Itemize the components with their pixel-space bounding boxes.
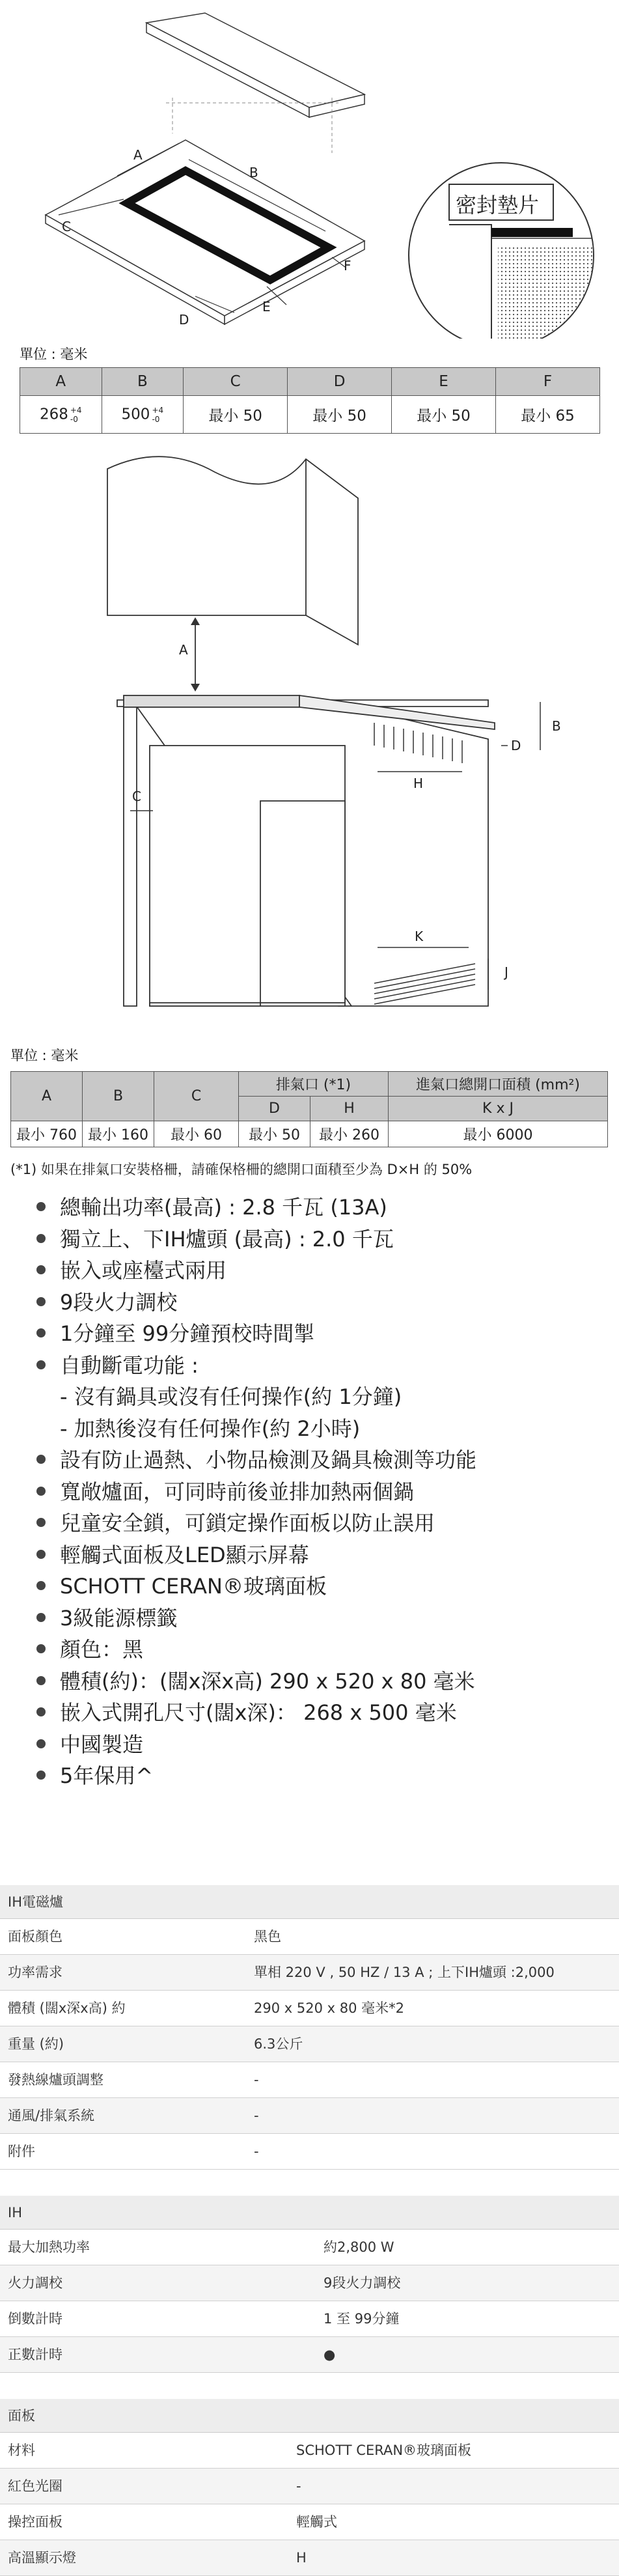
- seal-label: 密封墊片: [456, 193, 540, 217]
- spec-value: -: [296, 2478, 301, 2494]
- feature-item: [33, 1350, 592, 1382]
- table-header-row: [11, 1072, 608, 1097]
- bullet-icon: [36, 1265, 46, 1274]
- bullet-icon: [36, 1518, 46, 1527]
- spec-key: 功率需求: [8, 1965, 62, 1980]
- footnote: (*1) 如果在排氣口安裝格柵，請確保格柵的總開口面積至少為 D×H 的 50%: [10, 1162, 473, 1177]
- bullet-icon: [36, 1297, 46, 1306]
- feature-item: [33, 1444, 592, 1476]
- spec-row: [0, 2098, 619, 2134]
- spec-key: 最大加熱功率: [8, 2239, 90, 2255]
- spec-row: [0, 2026, 619, 2062]
- value-b: 500 +4 -0: [102, 396, 184, 434]
- feature-item: [33, 1255, 592, 1287]
- spec-value: 輕觸式: [296, 2514, 337, 2530]
- feature-item: [33, 1413, 592, 1445]
- feature-text: 寬敞爐面，可同時前後並排加熱兩個鍋: [60, 1479, 415, 1504]
- header-h: H: [310, 1097, 389, 1121]
- spec-value: -: [254, 2072, 259, 2088]
- spec-value: H: [296, 2550, 307, 2566]
- spec-row: [0, 1919, 619, 1955]
- header-a: A: [11, 1072, 83, 1121]
- dim-label-d: D: [179, 312, 189, 328]
- feature-item: [33, 1476, 592, 1508]
- installation-diagram-top: [0, 0, 619, 339]
- spec-row: [0, 2469, 619, 2504]
- spec-key: 操控面板: [8, 2514, 62, 2530]
- spec-value: -: [254, 2108, 259, 2123]
- value-h: 最小 260: [310, 1121, 389, 1147]
- header-d: D: [239, 1097, 310, 1121]
- spec-row: [0, 2301, 619, 2337]
- spec-value: 黑色: [254, 1929, 281, 1944]
- dim-label-a: A: [133, 147, 143, 163]
- spec-row: [0, 2265, 619, 2301]
- feature-item: [33, 1603, 592, 1634]
- value-a: 268 +4 -0: [20, 396, 102, 434]
- spec-value: 1 至 99分鐘: [323, 2311, 400, 2327]
- value-a: 最小 760: [11, 1121, 83, 1147]
- header-e: E: [392, 368, 496, 396]
- spec-key: 通風/排氣系統: [8, 2108, 95, 2123]
- bullet-icon: [36, 1550, 46, 1559]
- bullet-icon: [36, 1676, 46, 1685]
- spec-key: 體積 (闊x深x高) 約: [8, 2000, 126, 2016]
- vent-label-k: K: [415, 929, 424, 944]
- dim-label-c: C: [62, 219, 71, 234]
- header-c: C: [184, 368, 288, 396]
- value-f: 最小 65: [495, 396, 599, 434]
- feature-item: [33, 1760, 592, 1792]
- header-d: D: [288, 368, 392, 396]
- vent-label-j: J: [504, 964, 508, 980]
- feature-list: [33, 1192, 592, 1792]
- feature-text: 嵌入式開孔尺寸(闊x深)： 268 x 500 毫米: [60, 1700, 457, 1725]
- header-b: B: [102, 368, 184, 396]
- feature-text: 總輸出功率(最高) : 2.8 千瓦 (13A): [60, 1195, 387, 1220]
- spec-row: [0, 2504, 619, 2540]
- feature-text: 5年保用^: [60, 1763, 154, 1788]
- dim-label-f: F: [344, 258, 351, 273]
- vent-label-a: A: [179, 642, 188, 658]
- table-header-row: [20, 368, 600, 396]
- value-c: 最小 50: [184, 396, 288, 434]
- spec-row: [0, 1991, 619, 2026]
- feature-text: 自動斷電功能 :: [60, 1352, 199, 1378]
- cabinet-ventilation-drawing: [0, 449, 619, 1029]
- dimensions-table-1: [20, 367, 600, 434]
- spec-row: [0, 1955, 619, 1991]
- spec-key: 高溫顯示燈: [8, 2550, 76, 2566]
- bullet-icon: [36, 1707, 46, 1716]
- spec-key: 火力調校: [8, 2275, 62, 2291]
- bullet-icon: [36, 1487, 46, 1496]
- feature-text: - 沒有鍋具或沒有任何操作(約 1分鐘): [60, 1384, 402, 1409]
- bullet-icon: [36, 1644, 46, 1653]
- spec-key: 正數計時: [8, 2347, 62, 2362]
- feature-text: 設有防止過熱、小物品檢測及鍋具檢測等功能: [60, 1448, 477, 1472]
- feature-text: SCHOTT CERAN®玻璃面板: [60, 1574, 327, 1599]
- spec-section-title: IH電磁爐: [0, 1885, 619, 1919]
- spec-row: [0, 2337, 619, 2373]
- bullet-icon: [36, 1360, 46, 1369]
- feature-text: 兒童安全鎖，可鎖定操作面板以防止誤用: [60, 1511, 435, 1535]
- feature-item: [33, 1381, 592, 1413]
- table-row: [20, 396, 600, 434]
- header-f: F: [495, 368, 599, 396]
- feature-text: 體積(約)：(闊x深x高) 290 x 520 x 80 毫米: [60, 1668, 475, 1694]
- feature-text: 嵌入或座檯式兩用: [60, 1258, 227, 1283]
- header-kj: K x J: [389, 1097, 608, 1121]
- vent-label-c: C: [132, 789, 141, 804]
- unit-label-2: 單位 : 毫米: [10, 1048, 79, 1063]
- spec-value: SCHOTT CERAN®玻璃面板: [296, 2443, 472, 2458]
- value-kj: 最小 6000: [389, 1121, 608, 1147]
- header-a: A: [20, 368, 102, 396]
- vent-label-d: D: [511, 738, 521, 753]
- spec-section-title: 面板: [0, 2399, 619, 2433]
- spec-row: [0, 2230, 619, 2265]
- feature-item: [33, 1192, 592, 1224]
- feature-item: [33, 1287, 592, 1319]
- feature-item: [33, 1666, 592, 1698]
- spec-key: 附件: [8, 2144, 35, 2159]
- header-intake: 進氣口總開口面積 (mm²): [389, 1072, 608, 1097]
- feature-text: 輕觸式面板及LED顯示屏幕: [60, 1542, 309, 1567]
- feature-text: 9段火力調校: [60, 1289, 178, 1315]
- spec-key: 重量 (約): [8, 2036, 64, 2052]
- bullet-icon: [36, 1328, 46, 1337]
- bullet-icon: [36, 1771, 46, 1780]
- feature-item: [33, 1507, 592, 1539]
- bullet-icon: [36, 1455, 46, 1464]
- feature-text: 3級能源標籤: [60, 1605, 178, 1631]
- bullet-icon: [36, 1202, 46, 1211]
- feature-text: 顏色：黑: [60, 1637, 144, 1662]
- feature-item: [33, 1729, 592, 1761]
- spec-row: [0, 2062, 619, 2098]
- feature-item: [33, 1697, 592, 1729]
- feature-text: 中國製造: [60, 1731, 144, 1757]
- feature-item: [33, 1634, 592, 1666]
- bullet-icon: [36, 1613, 46, 1622]
- vent-label-b: B: [552, 718, 561, 734]
- spec-value: 6.3公斤: [254, 2036, 303, 2052]
- spec-key: 紅色光圈: [8, 2478, 62, 2494]
- bullet-icon: [36, 1234, 46, 1243]
- value-b: 最小 160: [83, 1121, 154, 1147]
- dim-label-b: B: [249, 165, 258, 180]
- dim-label-e: E: [262, 299, 271, 315]
- dimensions-table-2: [10, 1071, 608, 1147]
- bullet-icon: [36, 1581, 46, 1590]
- spec-value: 290 x 520 x 80 毫米*2: [254, 2000, 404, 2016]
- header-c: C: [154, 1072, 239, 1121]
- spec-section-title: IH: [0, 2196, 619, 2230]
- spec-row: [0, 2134, 619, 2170]
- value-d: 最小 50: [239, 1121, 310, 1147]
- spec-value: 單相 220 V , 50 HZ / 13 A ; 上下IH爐頭 :2,000: [254, 1965, 555, 1980]
- unit-label-1: 單位 : 毫米: [20, 346, 88, 362]
- header-b: B: [83, 1072, 154, 1121]
- spec-key: 面板顏色: [8, 1929, 62, 1944]
- spec-value: -: [254, 2144, 259, 2159]
- feature-text: 1分鐘至 99分鐘預校時間掣: [60, 1321, 315, 1346]
- installation-diagram-ventilation: [0, 449, 619, 1029]
- spec-row: [0, 2540, 619, 2576]
- feature-item: [33, 1318, 592, 1350]
- feature-item: [33, 1539, 592, 1571]
- value-d: 最小 50: [288, 396, 392, 434]
- spec-value: 9段火力調校: [323, 2275, 401, 2291]
- feature-text: 獨立上、下IH爐頭 (最高) : 2.0 千瓦: [60, 1226, 394, 1252]
- spec-value: 約2,800 W: [323, 2239, 394, 2255]
- spec-key: 材料: [8, 2443, 35, 2458]
- value-e: 最小 50: [392, 396, 496, 434]
- feature-item: [33, 1571, 592, 1603]
- cooktop-cutout-drawing: [0, 0, 619, 339]
- table-row: [11, 1121, 608, 1147]
- spec-table: [0, 1885, 619, 2576]
- feature-item: [33, 1224, 592, 1255]
- spec-key: 發熱線爐頭調整: [8, 2072, 103, 2088]
- spec-row: [0, 2433, 619, 2469]
- spec-key: 倒數計時: [8, 2311, 62, 2327]
- value-c: 最小 60: [154, 1121, 239, 1147]
- spec-value: ●: [323, 2347, 336, 2362]
- header-exhaust: 排氣口 (*1): [239, 1072, 389, 1097]
- feature-text: - 加熱後沒有任何操作(約 2小時): [60, 1416, 361, 1441]
- bullet-icon: [36, 1739, 46, 1748]
- vent-label-h: H: [413, 776, 424, 791]
